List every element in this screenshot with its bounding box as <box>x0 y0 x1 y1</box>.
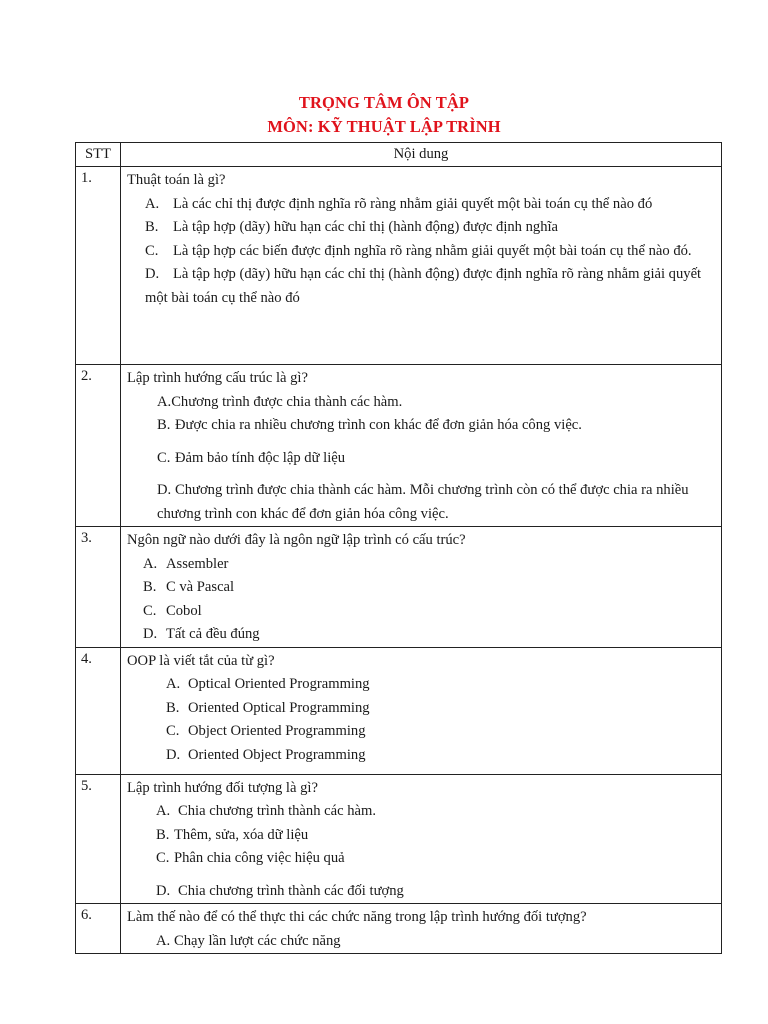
option-text: Chạy lần lượt các chức năng <box>174 932 341 949</box>
table-row <box>76 167 722 365</box>
option-label: D. <box>145 266 160 282</box>
option-text: Là các chỉ thị được định nghĩa rõ ràng nhằm giải quyết một bài toán cụ thể nào đó <box>173 195 653 212</box>
option-label: C. <box>166 723 180 739</box>
document-title: TRỌNG TÂM ÔN TẬP <box>298 93 470 112</box>
option-label: C. <box>157 449 171 466</box>
option-label: A. <box>145 195 160 212</box>
option <box>127 414 715 438</box>
option-label: B. <box>157 417 171 433</box>
row-number: 2. <box>76 365 121 527</box>
row-number: 3. <box>76 527 121 648</box>
option-label: B. <box>156 826 170 843</box>
option-label: B. <box>143 579 157 595</box>
option-label: C. <box>143 602 157 619</box>
option-text: Object Oriented Programming <box>188 723 366 739</box>
option-text: Là tập hợp các biến được định nghĩa rõ ràng nhằm giải quyết một bài toán cụ thể nào đó. <box>173 242 692 259</box>
option-label: C. <box>156 850 170 866</box>
option <box>127 800 715 824</box>
row-content <box>121 365 722 527</box>
option-label: A. <box>157 393 172 410</box>
header-content: Nội dung <box>121 143 722 167</box>
table-row <box>76 365 722 527</box>
row-number: 6. <box>76 904 121 954</box>
table-row <box>76 527 722 648</box>
option-text: Là tập hợp (dãy) hữu hạn các chỉ thị (hành động) được định nghĩa <box>173 219 559 235</box>
option <box>127 240 715 264</box>
option-text: Optical Oriented Programming <box>188 676 370 692</box>
option-label: C. <box>145 242 159 259</box>
question-table <box>75 142 722 954</box>
option-label: D. <box>156 882 171 899</box>
option-label: B. <box>166 699 180 716</box>
row-content <box>121 167 722 365</box>
option <box>127 744 715 768</box>
option <box>127 600 715 624</box>
question-text: Lập trình hướng cấu trúc là gì? <box>127 370 308 386</box>
option-text: Chia chương trình thành các hàm. <box>178 803 376 819</box>
option <box>127 263 715 310</box>
option-text: Oriented Object Programming <box>188 746 366 763</box>
question-text: Lập trình hướng đối tượng là gì? <box>127 779 318 796</box>
option <box>127 673 715 697</box>
row-content <box>121 647 722 774</box>
option <box>127 193 715 217</box>
question-text: Làm thế nào để có thể thực thi các chức năng trong lập trình hướng đối tượng? <box>127 909 587 925</box>
option-text: Tất cả đều đúng <box>166 626 260 642</box>
option-label: A. <box>166 676 181 692</box>
document-subtitle: MÔN: KỸ THUẬT LẬP TRÌNH <box>267 117 501 136</box>
option-text: Được chia ra nhiều chương trình con khác để đơn giản hóa công việc. <box>175 417 582 433</box>
header-stt: STT <box>76 143 121 167</box>
option <box>127 847 715 871</box>
option-text: C và Pascal <box>166 579 235 595</box>
option <box>127 479 715 526</box>
row-content <box>121 904 722 954</box>
table-row <box>76 647 722 774</box>
option-label: D. <box>143 626 158 642</box>
option <box>127 553 715 577</box>
option-text: Cobol <box>166 602 202 619</box>
option <box>127 930 715 954</box>
option <box>127 447 715 471</box>
question-text: Thuật toán là gì? <box>127 172 226 188</box>
option <box>127 623 715 647</box>
option <box>127 720 715 744</box>
question-text: OOP là viết tắt của từ gì? <box>127 652 275 669</box>
row-content <box>121 774 722 904</box>
table-row <box>76 904 722 954</box>
option-text: Chia chương trình thành các đối tượng <box>178 882 404 899</box>
option <box>127 576 715 600</box>
option-text: Chương trình được chia thành các hàm. <box>171 393 403 410</box>
option <box>127 880 715 904</box>
option-text: Phân chia công việc hiệu quả <box>174 850 345 866</box>
option-label: B. <box>145 219 159 235</box>
option-text: Là tập hợp (dãy) hữu hạn các chỉ thị (hành động) được định nghĩa rõ ràng nhằm giải quyết một bài toán cụ thể nào đó <box>145 266 702 306</box>
option-text: Đảm bảo tính độc lập dữ liệu <box>175 449 346 466</box>
option-label: D. <box>166 746 181 763</box>
table-row <box>76 774 722 904</box>
option-label: D. <box>157 482 172 498</box>
row-content <box>121 527 722 648</box>
table-header-row <box>76 143 722 167</box>
option <box>127 391 715 415</box>
row-number: 1. <box>76 167 121 365</box>
option-text: Chương trình được chia thành các hàm. Mỗi chương trình còn có thể được chia ra nhiều chương trình con khác để đơn giản hóa công việc. <box>157 482 689 522</box>
option-text: Thêm, sửa, xóa dữ liệu <box>174 826 309 843</box>
option-label: A. <box>156 803 171 819</box>
option <box>127 824 715 848</box>
row-number: 4. <box>76 647 121 774</box>
question-text: Ngôn ngữ nào dưới đây là ngôn ngữ lập trình có cấu trúc? <box>127 532 466 548</box>
option <box>127 697 715 721</box>
option-label: A. <box>143 555 158 572</box>
option-text: Assembler <box>166 555 229 572</box>
option-label: A. <box>156 932 171 949</box>
row-number: 5. <box>76 774 121 904</box>
option-text: Oriented Optical Programming <box>188 699 370 716</box>
option <box>127 216 715 240</box>
